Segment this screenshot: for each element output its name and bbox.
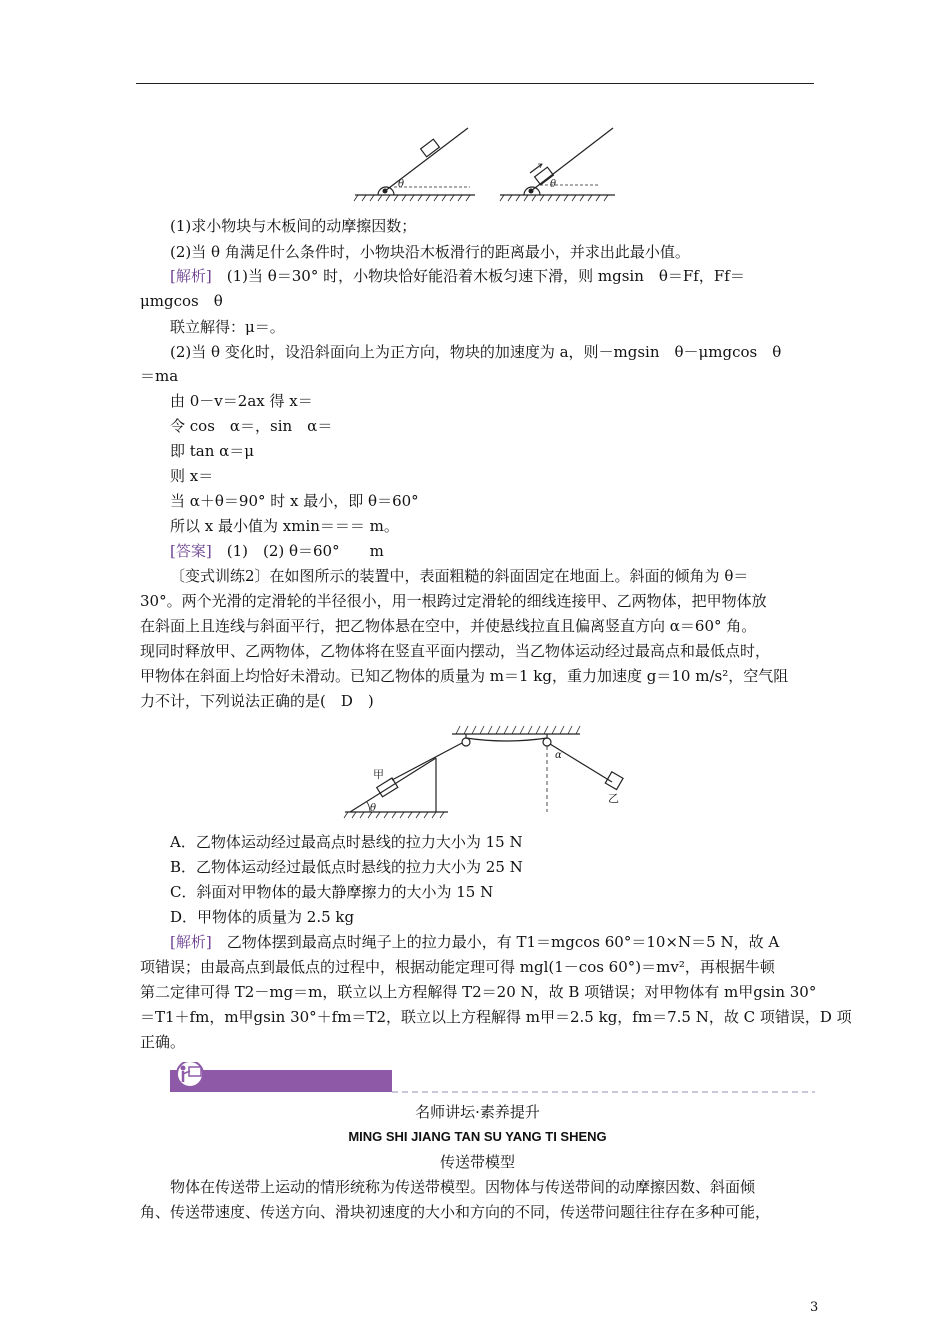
analysis-tag: [解析] [170,267,212,285]
analysis-1-line-9: 则 x＝ [170,467,214,485]
label-theta: θ [370,803,377,814]
analysis-2-line-4: ＝T1＋fm，m甲gsin 30°＋fm＝T2，联立以上方程解得 m甲＝2.5 kg，fm＝7.5 N，故 C 项错误，D 项 [140,1008,852,1026]
variant-line-6: 力不计，下列说法正确的是( D ) [140,692,374,710]
question-2: (2)当 θ 角满足什么条件时，小物块沿木板滑行的距离最小，并求出此最小值。 [170,243,690,261]
analysis-1-text: (1)当 θ＝30° 时，小物块恰好能沿着木板匀速下滑，则 mgsin θ＝Ff，Ff＝ [211,267,745,285]
analysis-1-line-4: (2)当 θ 变化时，设沿斜面向上为正方向，物块的加速度为 a，则－mgsin θ－μmgcos θ [170,343,782,361]
analysis-2-text: 乙物体摆到最高点时绳子上的拉力最小，有 T1＝mgcos 60°＝10×N＝5 N，故 A [211,933,780,951]
page-number: 3 [810,1300,819,1315]
option-a: A．乙物体运动经过最高点时悬线的拉力大小为 15 N [170,833,523,851]
variant-line-5: 甲物体在斜面上均恰好未滑动。已知乙物体的质量为 m＝1 kg，重力加速度 g＝10 m/s²，空气阻 [140,667,789,685]
variant-line-1: 〔变式训练2〕在如图所示的装置中，表面粗糙的斜面固定在地面上。斜面的倾角为 θ＝ [170,567,749,585]
answer-1 [140,539,384,563]
section-paragraph-line-2: 角、传送带速度、传送方向、滑块初速度的大小和方向的不同，传送带问题往往存在多种可能， [140,1203,771,1221]
option-c: C．斜面对甲物体的最大静摩擦力的大小为 15 N [170,883,494,901]
label-yi: 乙 [608,792,619,805]
section-banner [170,1062,815,1102]
label-jia: 甲 [373,768,384,781]
analysis-2-line-5: 正确。 [140,1033,186,1051]
analysis-1-line-8: 即 tan α＝μ [170,442,255,460]
analysis-1-line-7: 令 cos α＝，sin α＝ [170,417,333,435]
analysis-2-line-2: 项错误；由最高点到最低点的过程中，根据动能定理可得 mgl(1－cos 60°)＝mv²，再根据牛顿 [140,958,775,976]
section-pinyin: MING SHI JIANG TAN SU YANG TI SHENG [348,1129,607,1144]
option-d: D．甲物体的质量为 2.5 kg [170,908,355,926]
analysis-1-line-5: ＝ma [140,367,179,385]
analysis-1-line-3: 联立解得：μ＝。 [170,318,285,336]
theta-label-2: θ [550,179,557,190]
variant-line-3: 在斜面上且连线与斜面平行，把乙物体悬在空中，并使悬线拉直且偏离竖直方向 α＝60° 角。 [140,617,757,635]
theta-label-1: θ [398,179,405,190]
answer-1-text: (1) (2) θ＝60° m [211,542,384,560]
analysis-2-tag: [解析] [170,933,212,951]
answer-tag: [答案] [170,542,212,560]
variant-line-2: 30°。两个光滑的定滑轮的半径很小，用一根跨过定滑轮的细线连接甲、乙两物体，把甲物体放 [140,592,767,610]
option-b: B．乙物体运动经过最低点时悬线的拉力大小为 25 N [170,858,523,876]
teacher-icon [177,1062,203,1087]
question-1: (1)求小物块与木板间的动摩擦因数； [170,217,417,235]
analysis-1-line-1 [140,264,745,288]
section-subtitle: 传送带模型 [439,1153,515,1171]
analysis-1-line-11: 所以 x 最小值为 xmin＝＝＝ m。 [170,517,399,535]
variant-line-4: 现同时释放甲、乙两物体，乙物体将在竖直平面内摆动，当乙物体运动经过最高点和最低点时， [140,642,771,660]
analysis-1-line-2: μmgcos θ [140,292,223,310]
analysis-1-line-10: 当 α＋θ＝90° 时 x 最小，即 θ＝60° [170,492,419,510]
analysis-2-line-1 [140,930,779,954]
analysis-2-line-3: 第二定律可得 T2－mg＝m，联立以上方程解得 T2＝20 N，故 B 项错误；对甲物体有 m甲gsin 30° [140,983,817,1001]
page-content [140,0,852,1344]
label-alpha: α [555,750,562,761]
pulley-figure [340,720,640,820]
section-title: 名师讲坛·素养提升 [415,1103,540,1121]
section-paragraph-line-1: 物体在传送带上运动的情形统称为传送带模型。因物体与传送带间的动摩擦因数、斜面倾 [170,1178,756,1196]
analysis-1-line-6: 由 0－v＝2ax 得 x＝ [170,392,313,410]
